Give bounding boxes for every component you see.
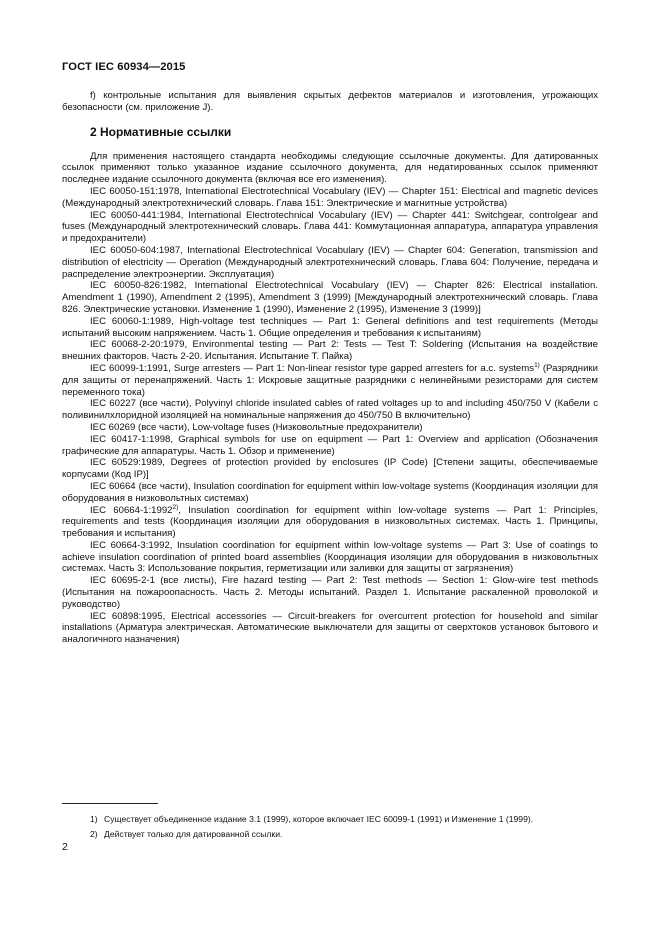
reference-entry	[62, 505, 598, 540]
reference-entry: IEC 60664 (все части), Insulation coordination for equipment within low-voltage systems (Координация изоляции для оборудования в низковольтных системах)	[62, 480, 598, 504]
footnote	[90, 812, 598, 827]
page-number: 2	[62, 841, 68, 853]
reference-entry: IEC 60417-1:1998, Graphical symbols for use on equipment — Part 1: Overview and application (Обозначения графические для аппаратуры. Часть 1. Обзор и применение)	[62, 433, 598, 457]
page-body	[62, 90, 598, 646]
reference-entry: IEC 60050-826:1982, International Electrotechnical Vocabulary (IEV) — Chapter 826: Electrical installation. Amendment 1 (1990), Amendment 2 (1995), Amendment 3 (1999) [Международный электротехнический словарь. Глава 826. Электрические установки. Изменение 1 (1990), Изменение 2 (1995), Изменение 3 (1999)]	[62, 280, 598, 315]
reference-text: (Разрядники для защиты от перенапряжений. Часть 1: Искровые защитные разрядники с нелинейными резисторами для систем переменного тока)	[62, 362, 598, 398]
reference-text: IEC 60664-1:1992	[90, 504, 173, 516]
reference-entry: IEC 60060-1:1989, High-voltage test techniques — Part 1: General definitions and test requirements (Методы испытаний высоким напряжением. Часть 1. Общие определения и требования к испытаниям)	[62, 315, 598, 339]
footnotes	[90, 812, 598, 842]
footnote-separator	[62, 803, 158, 804]
reference-entry	[62, 363, 598, 398]
reference-entry: IEC 60529:1989, Degrees of protection provided by enclosures (IP Code) [Степени защиты, обеспечиваемые корпусами (Код IP)]	[62, 457, 598, 481]
reference-entry: IEC 60050-604:1987, International Electrotechnical Vocabulary (IEV) — Chapter 604: Generation, transmission and distribution of electricity — Operation (Международный электротехнический словарь. Глава 604: Получение, передача и распределение электроэнергии. Эксплуатация)	[62, 244, 598, 280]
reference-entry: IEC 60068-2-20:1979, Environmental testing — Part 2: Tests — Test T: Soldering (Испытания на воздействие внешних факторов. Часть 2-20. Испытания. Испытание Т. Пайка)	[62, 339, 598, 363]
reference-entry: IEC 60050-151:1978, International Electrotechnical Vocabulary (IEV) — Chapter 151: Electrical and magnetic devices (Международный электротехнический словарь. Глава 151: Электрические и магнитные устройства)	[62, 185, 598, 209]
reference-entry: IEC 60664-3:1992, Insulation coordination for equipment within low-voltage systems — Part 3: Use of coatings to achieve insulation coordination of printed board assemblies (Координация изоляции для оборудования в низковольтных системах. Часть 3: Использование покрытия, герметизации или заливки для защиты от загрязнения)	[62, 539, 598, 575]
footnote	[90, 827, 598, 842]
footnote-number: 2)	[90, 829, 98, 839]
reference-text: IEC 60099-1:1991, Surge arresters — Part 1: Non-linear resistor type gapped arresters for a.c. systems	[90, 362, 535, 374]
footnote-text: Существует объединенное издание 3.1 (1999), которое включает IEC 60099-1 (1991) и Изменение 1 (1999).	[104, 814, 534, 824]
reference-text: , Insulation coordination for equipment within low-voltage systems — Part 1: Principles, requirements and tests (Координация изоляции для оборудования в низковольтных системах. Часть 1. Принципы, требования и испытания)	[62, 504, 599, 540]
reference-entry: IEC 60050-441:1984, International Electrotechnical Vocabulary (IEV) — Chapter 441: Switchgear, controlgear and fuses (Международный электротехнический словарь. Глава 441: Коммутационная аппаратура, аппаратура управления и предохранители)	[62, 209, 598, 245]
section-heading: 2 Нормативные ссылки	[90, 124, 232, 139]
footnote-text: Действует только для датированной ссылки.	[104, 829, 283, 839]
section-intro-paragraph: Для применения настоящего стандарта необходимы следующие ссылочные документы. Для датированных ссылок применяют только указанное издание ссылочного документа, для недатированных ссылок применяют последнее издание ссылочного документа (включая все его изменения).	[62, 150, 598, 186]
normative-references-list	[62, 186, 598, 646]
intro-list-item: f) контрольные испытания для выявления скрытых дефектов материалов и изготовления, угрожающих безопасности (см. приложение J).	[62, 90, 598, 113]
footnote-marker: 1)	[534, 361, 540, 369]
reference-entry: IEC 60269 (все части), Low-voltage fuses (Низковольтные предохранители)	[90, 421, 423, 433]
reference-entry: IEC 60695-2-1 (все листы), Fire hazard testing — Part 2: Test methods — Section 1: Glow-wire test methods (Испытания на пожароопасность. Часть 2. Методы испытаний. Раздел 1. Испытание раскаленной проволокой и руководство)	[62, 575, 598, 610]
footnote-marker: 2)	[172, 503, 179, 511]
footnote-number: 1)	[90, 814, 98, 824]
reference-entry: IEC 60898:1995, Electrical accessories — Circuit-breakers for overcurrent protection for household and similar installations (Арматура электрическая. Автоматические выключатели для защиты от сверхтоков установок бытового и аналогичного назначения)	[62, 610, 598, 646]
document-code-header: ГОСТ IEC 60934—2015	[62, 61, 186, 73]
reference-entry: IEC 60227 (все части), Polyvinyl chloride insulated cables of rated voltages up to and including 450/750 V (Кабели с поливинилхлоридной изоляцией на номинальные напряжения до 450/750 В включительно)	[62, 398, 598, 422]
